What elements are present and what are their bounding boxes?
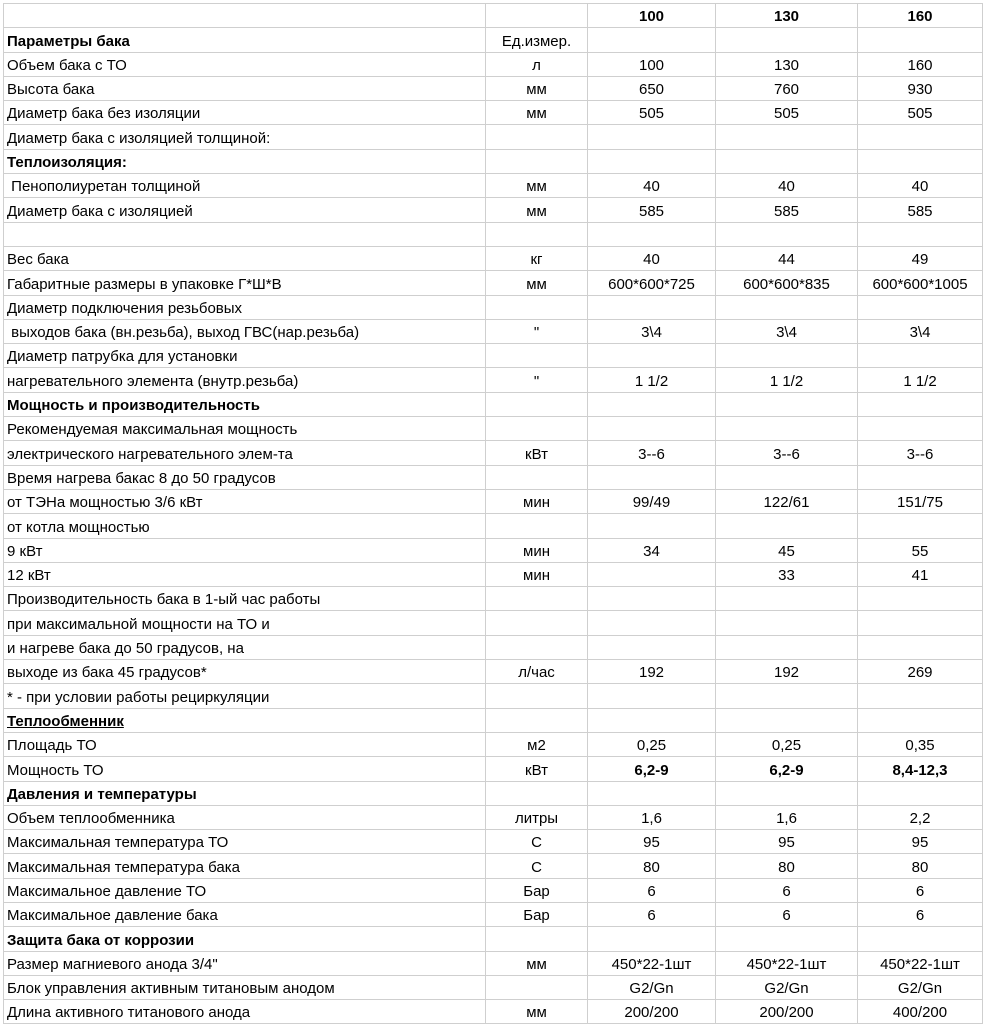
table-row [4,1000,983,1024]
value-cell-160: 400/200 [858,1000,983,1024]
value-cell-130 [716,465,858,489]
unit-cell [486,635,588,659]
unit-cell [486,611,588,635]
value-cell-160 [858,149,983,173]
unit-cell: " [486,368,588,392]
table-row [4,4,983,28]
value-cell-160 [858,611,983,635]
parameter-cell [4,465,486,489]
parameter-label: Диаметр бака с изоляцией толщиной: [7,129,271,147]
unit-cell [486,344,588,368]
value-cell-100 [588,417,716,441]
table-row [4,830,983,854]
parameter-label: от котла мощностью [7,518,150,536]
value-cell-160: 160 [858,52,983,76]
table-row [4,587,983,611]
parameter-cell [4,344,486,368]
value-cell-160: 3--6 [858,441,983,465]
parameter-label: Диаметр бака без изоляции [7,105,201,123]
value-cell-160: 8,4-12,3 [858,757,983,781]
value-cell-100 [588,684,716,708]
parameter-label: выходов бака (вн.резьба), выход ГВС(нар.резьба) [7,324,360,342]
table-row [4,805,983,829]
table-row [4,392,983,416]
value-cell-130: 3\4 [716,319,858,343]
value-cell-130 [716,344,858,368]
parameter-cell [4,708,486,732]
value-cell-100: 3--6 [588,441,716,465]
value-cell-130: 192 [716,660,858,684]
value-cell-130 [716,611,858,635]
parameter-cell [4,441,486,465]
unit-cell [486,927,588,951]
value-cell-100 [588,611,716,635]
value-cell-100 [588,927,716,951]
parameter-cell [4,125,486,149]
value-cell-160 [858,684,983,708]
value-cell-130: 200/200 [716,1000,858,1024]
value-cell-160: 41 [858,562,983,586]
parameter-cell [4,417,486,441]
value-cell-100 [588,392,716,416]
parameter-cell [4,174,486,198]
unit-cell: мм [486,76,588,100]
table-row [4,781,983,805]
parameter-cell [4,538,486,562]
table-row [4,149,983,173]
value-cell-130 [716,295,858,319]
value-cell-130 [716,222,858,246]
value-cell-130: 760 [716,76,858,100]
parameter-label: Рекомендуемая максимальная мощность [7,421,298,439]
value-cell-100 [588,708,716,732]
value-cell-130: 80 [716,854,858,878]
unit-cell: мин [486,538,588,562]
parameter-cell [4,927,486,951]
unit-cell: мм [486,174,588,198]
unit-cell: л [486,52,588,76]
parameter-label: Защита бака от коррозии [7,931,195,949]
parameter-label: от ТЭНа мощностью 3/6 кВт [7,494,203,512]
parameter-label: Габаритные размеры в упаковке Г*Ш*В [7,275,282,293]
table-row [4,708,983,732]
unit-cell: С [486,854,588,878]
value-cell-100: 200/200 [588,1000,716,1024]
parameter-label: электрического нагревательного элем-та [7,445,293,463]
parameter-cell [4,76,486,100]
unit-cell: л/час [486,660,588,684]
value-cell-100: 40 [588,174,716,198]
value-cell-160: 269 [858,660,983,684]
unit-cell [486,392,588,416]
unit-cell [486,684,588,708]
value-cell-160: 40 [858,174,983,198]
parameter-cell [4,295,486,319]
spec-table-body [4,4,983,1024]
parameter-cell [4,975,486,999]
unit-cell [486,125,588,149]
table-row [4,684,983,708]
table-row [4,271,983,295]
parameter-cell [4,854,486,878]
parameter-label: Время нагрева бакас 8 до 50 градусов [7,469,276,487]
value-cell-160: 95 [858,830,983,854]
parameter-cell [4,951,486,975]
value-cell-130: 585 [716,198,858,222]
parameter-cell [4,611,486,635]
value-cell-130: 45 [716,538,858,562]
unit-cell [486,514,588,538]
value-cell-130: 33 [716,562,858,586]
value-cell-130 [716,392,858,416]
unit-cell: мм [486,951,588,975]
value-cell-160: 160 [858,4,983,28]
parameter-cell [4,319,486,343]
parameter-label: 12 кВт [7,567,51,585]
table-row [4,465,983,489]
table-row [4,28,983,52]
value-cell-100 [588,465,716,489]
value-cell-100 [588,635,716,659]
value-cell-130 [716,417,858,441]
value-cell-100: 450*22-1шт [588,951,716,975]
parameter-label: Объем бака с ТО [7,56,127,74]
value-cell-130: 0,25 [716,732,858,756]
value-cell-100: 1,6 [588,805,716,829]
unit-cell [486,781,588,805]
table-row [4,417,983,441]
parameter-label: Диаметр подключения резьбовых [7,299,243,317]
table-row [4,368,983,392]
value-cell-130: 130 [716,52,858,76]
unit-cell: мин [486,562,588,586]
parameter-label: Параметры бака [7,32,130,50]
value-cell-130 [716,927,858,951]
value-cell-100: 95 [588,830,716,854]
table-row [4,52,983,76]
value-cell-130: 1 1/2 [716,368,858,392]
value-cell-100: 100 [588,4,716,28]
table-row [4,902,983,926]
value-cell-100 [588,295,716,319]
value-cell-100: 80 [588,854,716,878]
unit-cell [486,465,588,489]
parameter-cell [4,562,486,586]
parameter-label: Пенополиуретан толщиной [7,178,201,196]
value-cell-160: 0,35 [858,732,983,756]
value-cell-100: 650 [588,76,716,100]
parameter-cell [4,4,486,28]
value-cell-130: G2/Gn [716,975,858,999]
parameter-label: Давления и температуры [7,785,197,803]
value-cell-160 [858,125,983,149]
parameter-cell [4,587,486,611]
value-cell-160: 55 [858,538,983,562]
unit-cell [486,417,588,441]
table-row [4,246,983,270]
unit-cell: м2 [486,732,588,756]
parameter-label: Теплообменник [7,712,124,730]
value-cell-130: 1,6 [716,805,858,829]
parameter-label: 9 кВт [7,542,43,560]
value-cell-130: 6,2-9 [716,757,858,781]
table-row [4,975,983,999]
table-row [4,76,983,100]
spec-table [3,3,983,1024]
table-row [4,635,983,659]
parameter-cell [4,635,486,659]
unit-cell: кг [486,246,588,270]
parameter-cell [4,684,486,708]
parameter-label: при максимальной мощности на ТО и [7,615,270,633]
value-cell-100: 505 [588,101,716,125]
value-cell-160 [858,392,983,416]
parameter-cell [4,514,486,538]
parameter-label: Теплоизоляция: [7,154,127,172]
parameter-cell [4,757,486,781]
value-cell-130: 130 [716,4,858,28]
parameter-label: Площадь ТО [7,737,97,755]
value-cell-100 [588,28,716,52]
unit-cell: мм [486,1000,588,1024]
parameter-label: Максимальная температура ТО [7,834,229,852]
parameter-label: Мощность и производительность [7,397,260,415]
value-cell-100 [588,514,716,538]
value-cell-130 [716,708,858,732]
parameter-cell [4,489,486,513]
value-cell-160: 585 [858,198,983,222]
value-cell-100 [588,562,716,586]
value-cell-160: 49 [858,246,983,270]
value-cell-160 [858,781,983,805]
value-cell-100: 585 [588,198,716,222]
parameter-cell [4,781,486,805]
parameter-label: Мощность ТО [7,761,104,779]
value-cell-100 [588,125,716,149]
table-row [4,732,983,756]
value-cell-100 [588,781,716,805]
unit-cell [486,295,588,319]
unit-cell [486,149,588,173]
table-row [4,222,983,246]
parameter-label: Максимальная температура бака [7,858,240,876]
table-row [4,878,983,902]
value-cell-130 [716,587,858,611]
parameter-label: нагревательного элемента (внутр.резьба) [7,372,299,390]
value-cell-160: 6 [858,902,983,926]
table-row [4,174,983,198]
value-cell-130 [716,781,858,805]
value-cell-100: 600*600*725 [588,271,716,295]
value-cell-130 [716,635,858,659]
value-cell-100: 1 1/2 [588,368,716,392]
value-cell-100: 3\4 [588,319,716,343]
unit-cell: мм [486,198,588,222]
parameter-cell [4,732,486,756]
table-row [4,538,983,562]
value-cell-100: 6 [588,902,716,926]
value-cell-130: 6 [716,902,858,926]
parameter-cell [4,878,486,902]
value-cell-160: G2/Gn [858,975,983,999]
value-cell-100 [588,222,716,246]
value-cell-160: 6 [858,878,983,902]
parameter-cell [4,101,486,125]
parameter-label: Вес бака [7,251,69,269]
value-cell-100 [588,587,716,611]
table-row [4,611,983,635]
value-cell-130 [716,514,858,538]
value-cell-130: 600*600*835 [716,271,858,295]
table-row [4,757,983,781]
parameter-cell [4,198,486,222]
value-cell-100: 0,25 [588,732,716,756]
table-row [4,295,983,319]
unit-cell [486,975,588,999]
table-row [4,854,983,878]
parameter-cell [4,149,486,173]
table-row [4,489,983,513]
table-row [4,660,983,684]
value-cell-130: 95 [716,830,858,854]
value-cell-160: 505 [858,101,983,125]
value-cell-130: 44 [716,246,858,270]
unit-cell: Бар [486,878,588,902]
parameter-cell [4,28,486,52]
unit-cell: мм [486,271,588,295]
unit-cell: литры [486,805,588,829]
value-cell-160 [858,344,983,368]
parameter-cell [4,830,486,854]
parameter-label: и нагреве бака до 50 градусов, на [7,640,244,658]
value-cell-100: 6 [588,878,716,902]
unit-cell: Ед.измер. [486,28,588,52]
value-cell-160: 600*600*1005 [858,271,983,295]
unit-cell: кВт [486,757,588,781]
parameter-label: Диаметр бака с изоляцией [7,202,193,220]
value-cell-100: G2/Gn [588,975,716,999]
value-cell-160 [858,708,983,732]
value-cell-160: 80 [858,854,983,878]
parameter-cell [4,902,486,926]
table-row [4,562,983,586]
value-cell-130: 505 [716,101,858,125]
unit-cell [486,4,588,28]
parameter-label: Производительность бака в 1-ый час работы [7,591,321,609]
value-cell-130: 122/61 [716,489,858,513]
value-cell-100 [588,344,716,368]
parameter-label: Диаметр патрубка для установки [7,348,238,366]
parameter-label: Высота бака [7,81,95,99]
value-cell-160 [858,222,983,246]
value-cell-100: 100 [588,52,716,76]
parameter-label: * - при условии работы рециркуляции [7,688,270,706]
value-cell-130 [716,125,858,149]
value-cell-160 [858,28,983,52]
value-cell-160: 930 [858,76,983,100]
table-row [4,319,983,343]
value-cell-100: 40 [588,246,716,270]
unit-cell: " [486,319,588,343]
parameter-label: Максимальное давление ТО [7,882,207,900]
value-cell-160: 3\4 [858,319,983,343]
parameter-cell [4,660,486,684]
value-cell-130 [716,149,858,173]
parameter-label: Объем теплообменника [7,810,175,828]
value-cell-160 [858,927,983,951]
value-cell-100 [588,149,716,173]
value-cell-130 [716,28,858,52]
parameter-label: Блок управления активным титановым анодом [7,980,335,998]
value-cell-130: 450*22-1шт [716,951,858,975]
parameter-cell [4,246,486,270]
parameter-label: Длина активного титанового анода [7,1004,251,1022]
parameter-cell [4,271,486,295]
parameter-label: Максимальное давление бака [7,907,218,925]
value-cell-160 [858,514,983,538]
value-cell-100: 34 [588,538,716,562]
unit-cell [486,587,588,611]
unit-cell: Бар [486,902,588,926]
value-cell-160 [858,587,983,611]
value-cell-100: 192 [588,660,716,684]
parameter-cell [4,805,486,829]
value-cell-160 [858,635,983,659]
parameter-label: выходе из бака 45 градусов* [7,664,207,682]
table-row [4,951,983,975]
table-row [4,101,983,125]
table-row [4,927,983,951]
value-cell-100: 6,2-9 [588,757,716,781]
unit-cell: С [486,830,588,854]
value-cell-160: 151/75 [858,489,983,513]
unit-cell [486,708,588,732]
value-cell-160: 1 1/2 [858,368,983,392]
table-row [4,125,983,149]
parameter-label: Размер магниевого анода 3/4" [7,955,218,973]
value-cell-160: 450*22-1шт [858,951,983,975]
value-cell-160 [858,295,983,319]
value-cell-130: 6 [716,878,858,902]
unit-cell: мм [486,101,588,125]
unit-cell: кВт [486,441,588,465]
value-cell-160 [858,417,983,441]
value-cell-130: 40 [716,174,858,198]
parameter-cell [4,368,486,392]
unit-cell: мин [486,489,588,513]
table-row [4,441,983,465]
unit-cell [486,222,588,246]
value-cell-160 [858,465,983,489]
parameter-cell [4,392,486,416]
parameter-cell [4,222,486,246]
value-cell-100: 99/49 [588,489,716,513]
parameter-cell [4,52,486,76]
value-cell-130 [716,684,858,708]
value-cell-130: 3--6 [716,441,858,465]
table-row [4,514,983,538]
value-cell-160: 2,2 [858,805,983,829]
table-row [4,198,983,222]
table-row [4,344,983,368]
parameter-cell [4,1000,486,1024]
